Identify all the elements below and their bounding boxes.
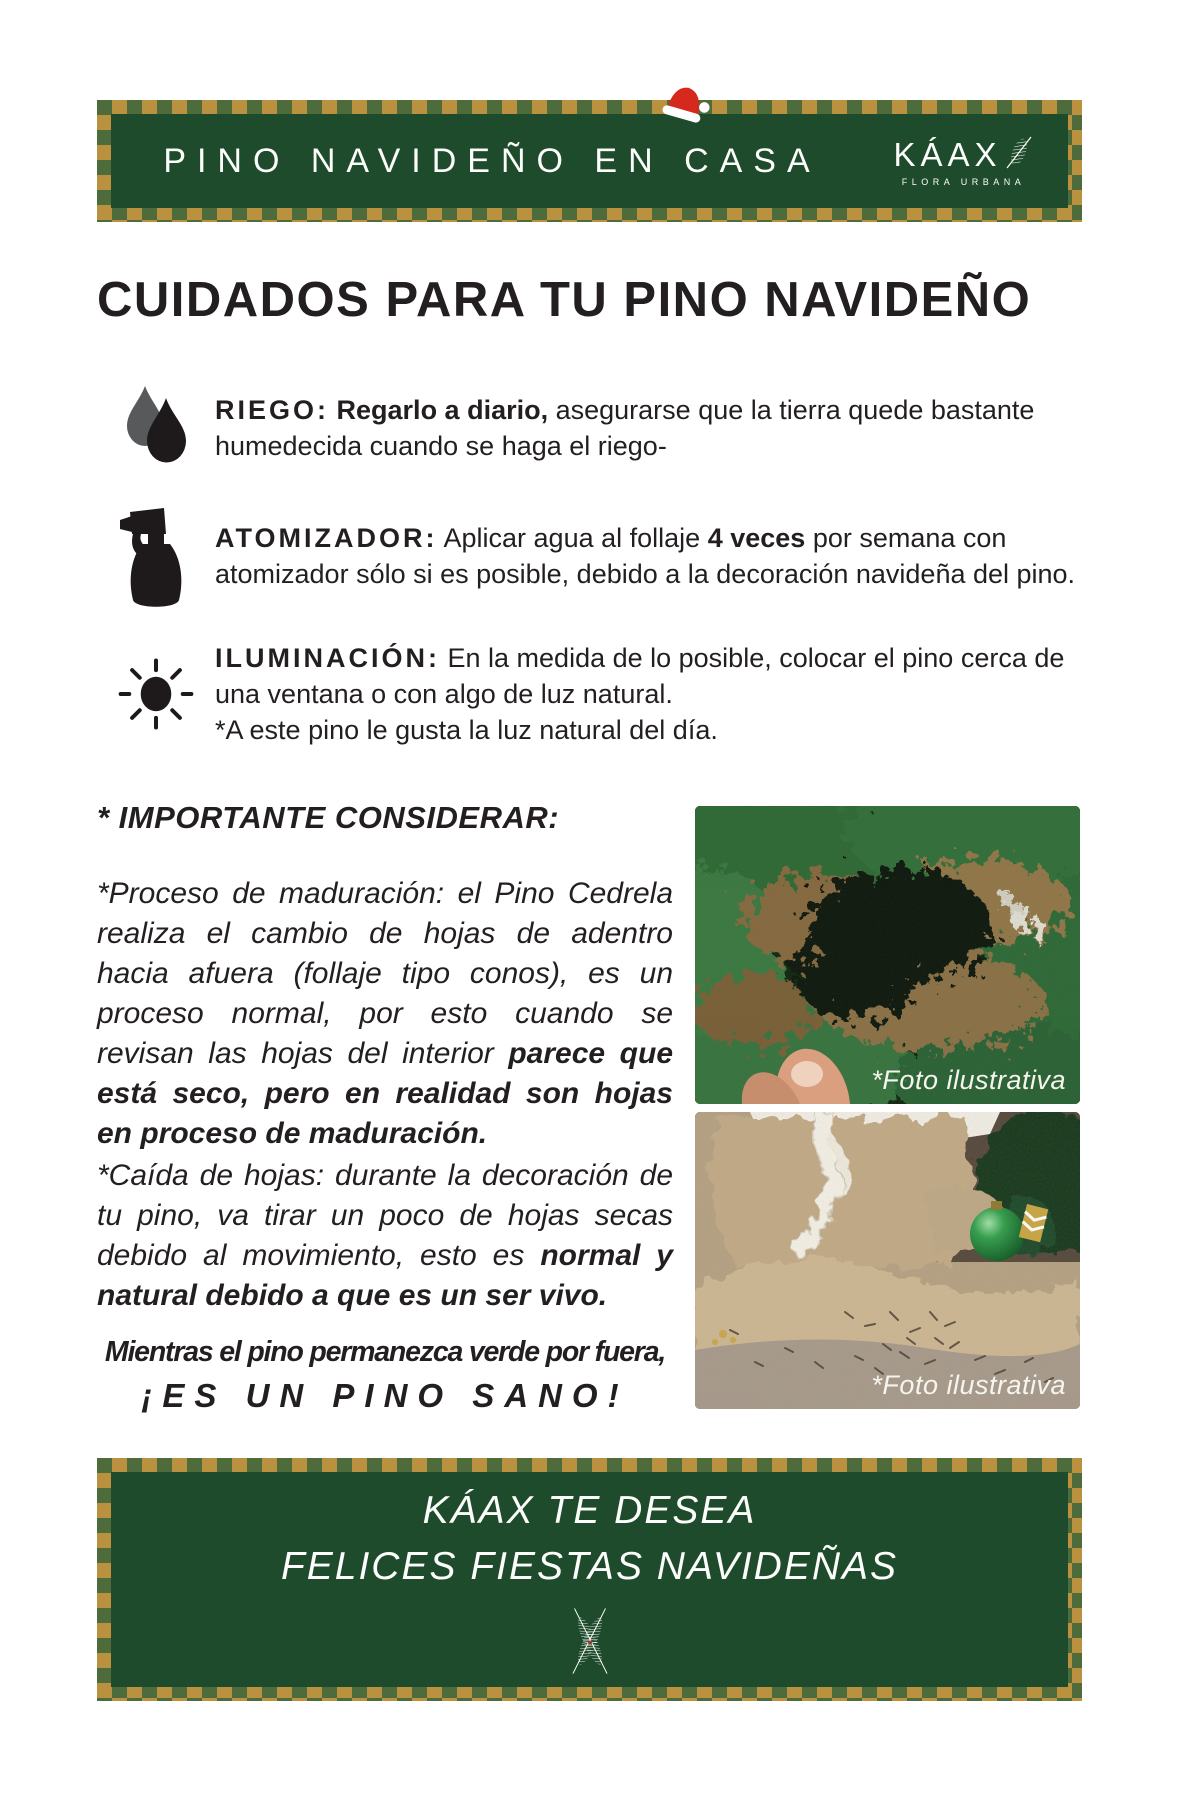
top-banner-inner [111,114,1068,208]
care-bold-atomizador: 4 veces [707,523,806,553]
photo-burlap-pot [695,1112,1080,1409]
care-text-iluminacion [215,640,1099,748]
footer-line1: KÁAX TE DESEA [422,1488,757,1532]
footer-line2: FELICES FIESTAS NAVIDEÑAS [280,1544,899,1588]
paragraph-maturation-normal: *Proceso de maduración: el Pino Cedrela realiza el cambio de hojas de adentro hacia afuera (follaje tipo conos), es un proceso normal, por esto cuando se revisan las hojas del interior [97,877,673,1070]
santa-hat-icon [658,80,710,130]
brand-logo [873,136,1068,187]
paragraph-leaf-fall-bold: normal y natural debido a que es un ser vivo. [97,1239,673,1312]
care-label-atomizador: ATOMIZADOR: [215,523,438,553]
care-label-iluminacion: ILUMINACIÓN: [215,643,440,673]
care-body-atomizador-a: Aplicar agua al follaje [443,523,701,553]
paragraph-leaf-fall-normal: *Caída de hojas: durante la decoración de tu pino, va tirar un poco de hojas secas debido al movimiento, esto es [97,1159,673,1272]
page-title: CUIDADOS PARA TU PINO NAVIDEÑO [97,273,1032,327]
paragraph-leaf-fall [97,1156,673,1316]
banner-title-wrap [111,142,873,181]
closing-line2: ¡ES UN PINO SANO! [141,1377,629,1414]
care-body-atomizador-b: por semana con atomizador sólo si es posible, debido a la decoración navideña del pino. [215,523,1076,589]
care-body-riego: asegurarse que la tierra quede bastante humedecida cuando se haga el riego- [215,395,1035,461]
sun-icon [113,646,199,742]
kaax-leaf-icon [1004,135,1034,171]
care-bold-riego: Regarlo a diario, [336,395,549,425]
care-item-riego [97,384,1099,472]
closing-note [97,1336,673,1415]
care-item-iluminacion [97,640,1099,748]
water-drops-icon [117,384,195,472]
care-body-iluminacion: En la medida de lo posible, colocar el pino cerca de una ventana o con algo de luz natural. [215,643,1065,709]
photo-dry-foliage [695,806,1080,1104]
photo-caption: *Foto ilustrativa [871,1370,1066,1400]
important-heading: * IMPORTANTE CONSIDERAR: [97,800,560,835]
top-banner [97,100,1082,222]
care-label-riego: RIEGO: [215,395,330,425]
care-text-atomizador [215,520,1099,592]
brand-name: KÁAX [893,135,1002,173]
crossed-leaves-icon [559,1605,621,1677]
brand-tagline: FLORA URBANA [901,176,1026,187]
care-list [97,384,1099,748]
footer-banner [97,1458,1082,1701]
footer-banner-inner [111,1472,1068,1687]
paragraph-maturation-bold: parece que está seco, pero en realidad son hojas en proceso de maduración. [97,1037,673,1150]
paragraph-maturation [97,874,673,1154]
banner-title: PINO NAVIDEÑO EN CASA [163,141,821,180]
closing-line1: Mientras el pino permanezca verde por fuera, [104,1336,666,1368]
care-item-atomizador [97,498,1099,614]
spray-bottle-icon [120,498,192,614]
care-note-iluminacion: *A este pino le gusta la luz natural del día. [215,715,718,745]
photo-caption: *Foto ilustrativa [871,1065,1066,1095]
care-text-riego [215,392,1099,464]
